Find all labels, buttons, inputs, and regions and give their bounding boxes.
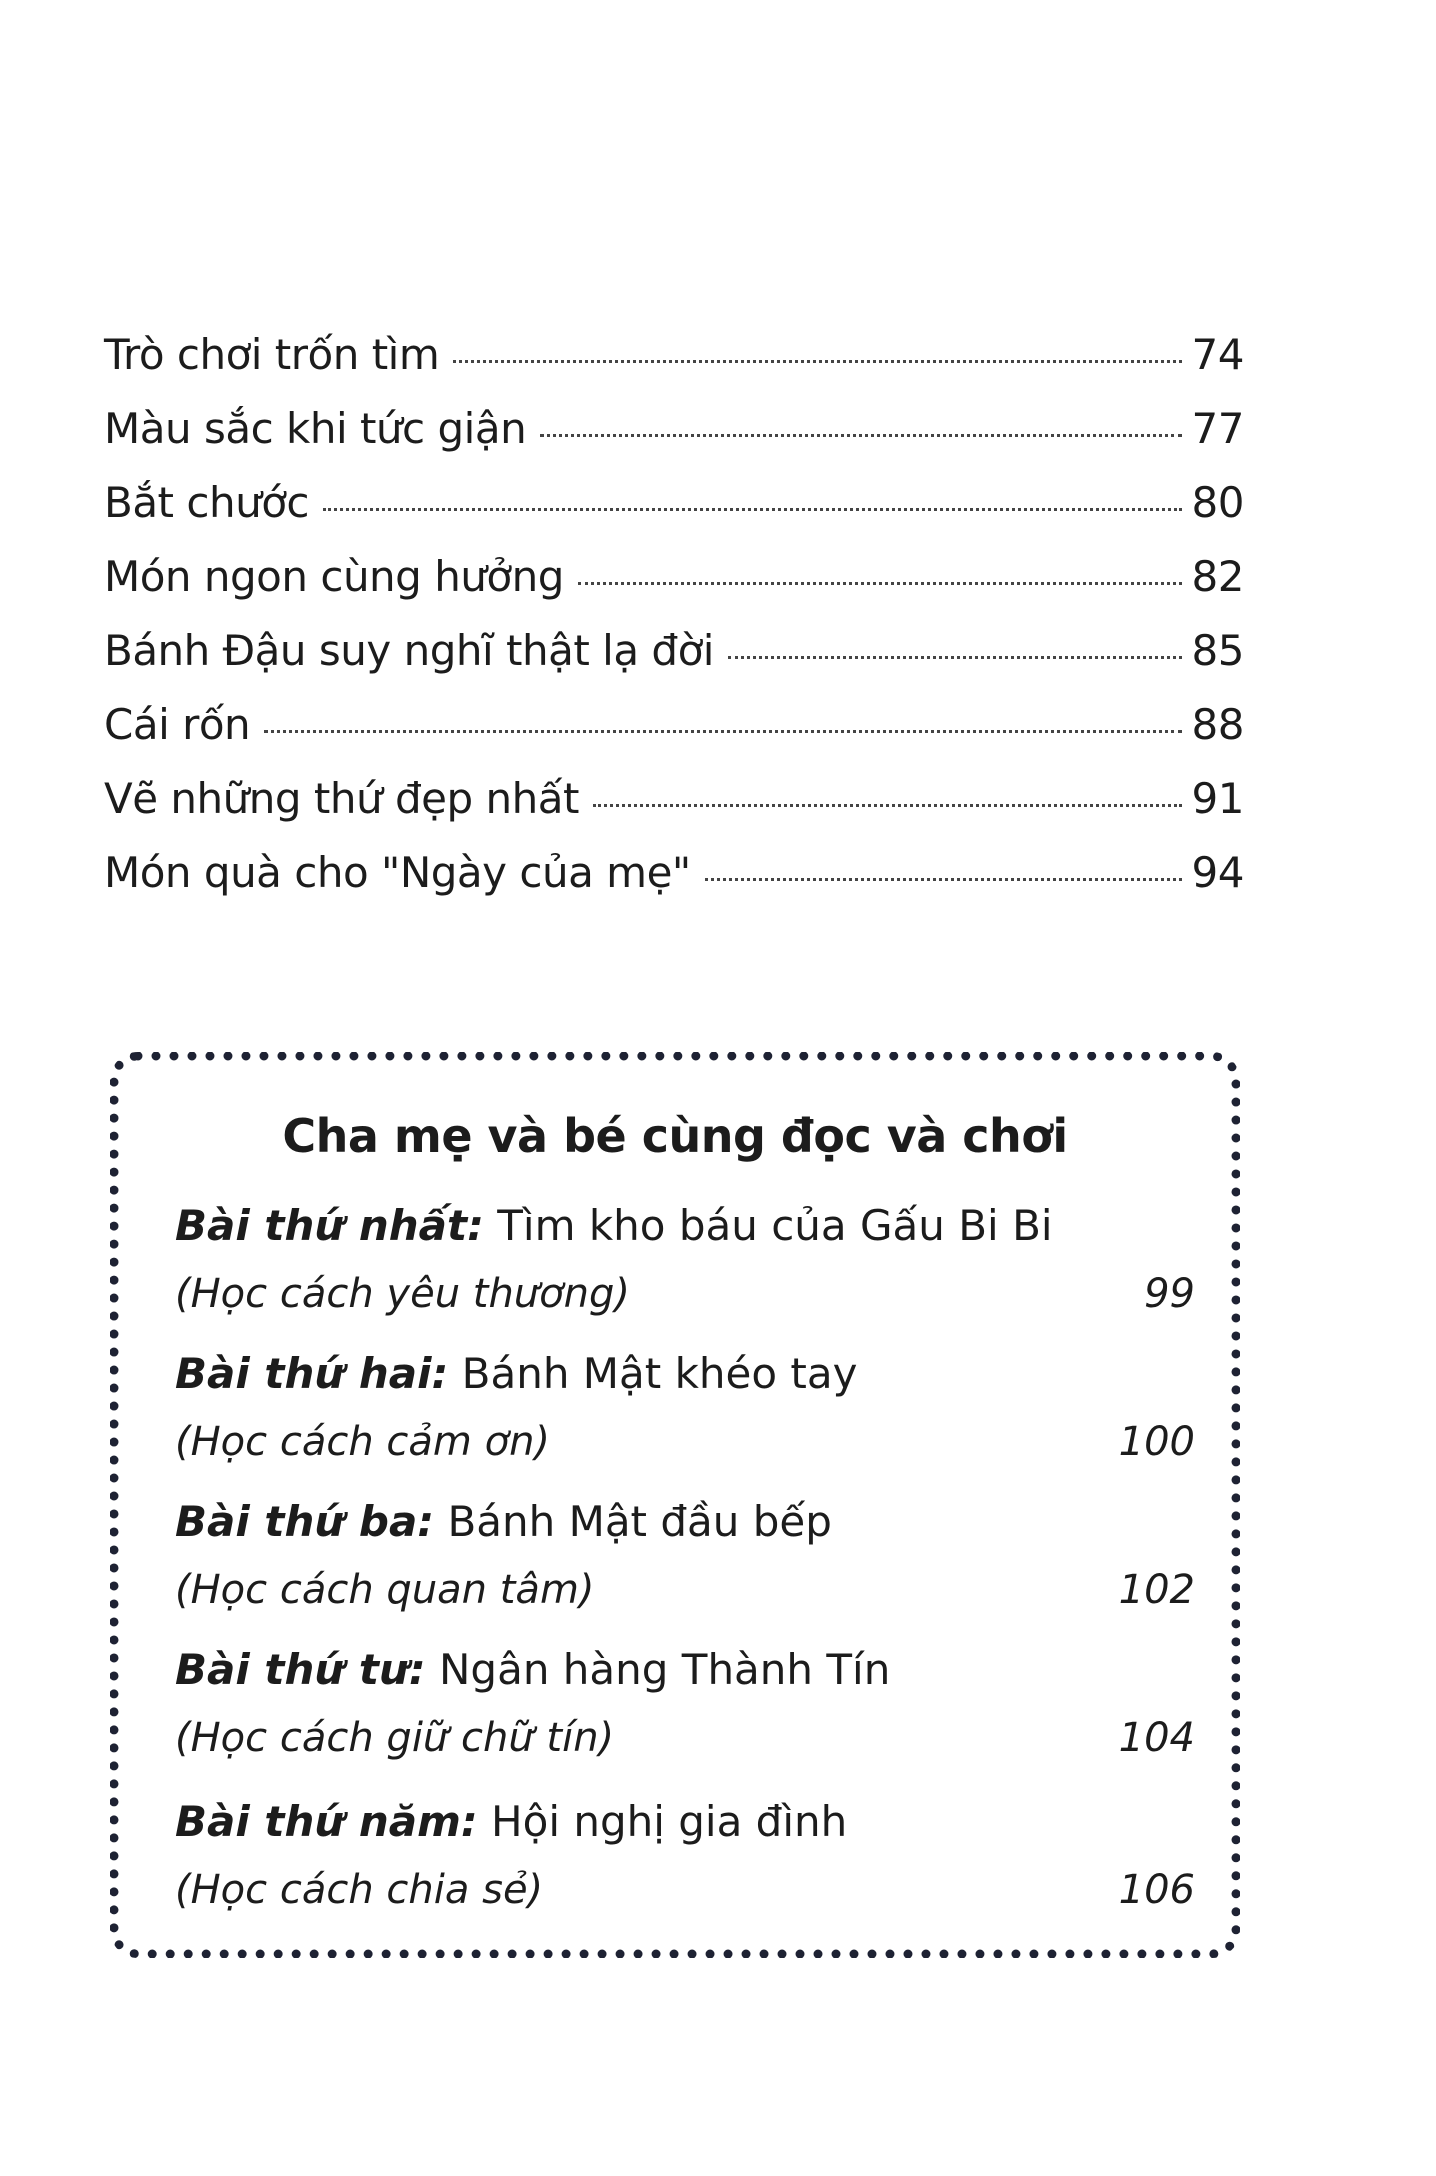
- lesson-label: Bài thứ nhất:: [175, 1201, 484, 1250]
- toc-entry-page: 85: [1191, 626, 1244, 675]
- lesson-title: Hội nghị gia đình: [491, 1797, 848, 1846]
- toc-entry-page: 77: [1191, 404, 1244, 453]
- dot-leader: [453, 360, 1181, 363]
- lesson-entry[interactable]: [175, 1497, 1195, 1613]
- toc-entry-title: Trò chơi trốn tìm: [104, 330, 440, 379]
- toc-entry-title: Màu sắc khi tức giận: [104, 404, 527, 453]
- toc-entry[interactable]: [104, 774, 1244, 848]
- toc-entry-page: 80: [1191, 478, 1244, 527]
- toc-entry-page: 74: [1191, 330, 1244, 379]
- lesson-label: Bài thứ tư:: [175, 1645, 426, 1694]
- dot-leader: [264, 730, 1181, 733]
- lesson-subtitle: (Học cách yêu thương): [175, 1271, 630, 1317]
- toc-entry-title: Bánh Đậu suy nghĩ thật lạ đời: [104, 626, 714, 675]
- lesson-subtitle: (Học cách chia sẻ): [175, 1867, 544, 1913]
- toc-entry-title: Bắt chước: [104, 478, 309, 527]
- dot-leader: [540, 434, 1181, 437]
- toc-entry[interactable]: [104, 478, 1244, 552]
- toc-entry-page: 91: [1191, 774, 1244, 823]
- toc-entry-title: Món ngon cùng hưởng: [104, 552, 564, 601]
- toc-entry[interactable]: [104, 848, 1244, 922]
- lesson-subtitle: (Học cách cảm ơn): [175, 1419, 551, 1465]
- toc-entry[interactable]: [104, 330, 1244, 404]
- lesson-title: Ngân hàng Thành Tín: [439, 1645, 891, 1694]
- toc-entry-title: Cái rốn: [104, 700, 251, 749]
- lesson-entry[interactable]: [175, 1645, 1195, 1761]
- dot-leader: [323, 508, 1182, 511]
- lesson-subtitle: (Học cách giữ chữ tín): [175, 1715, 615, 1761]
- toc-entry-page: 88: [1191, 700, 1244, 749]
- toc-entry-title: Món quà cho "Ngày của mẹ": [104, 848, 691, 897]
- lesson-title: Bánh Mật khéo tay: [461, 1349, 858, 1398]
- toc-entry[interactable]: [104, 552, 1244, 626]
- lesson-entry[interactable]: [175, 1201, 1195, 1317]
- toc-entry[interactable]: [104, 404, 1244, 478]
- dot-leader: [705, 878, 1182, 881]
- toc-entry[interactable]: [104, 700, 1244, 774]
- lesson-label: Bài thứ năm:: [175, 1797, 478, 1846]
- toc-entry-page: 94: [1191, 848, 1244, 897]
- lesson-label: Bài thứ ba:: [175, 1497, 435, 1546]
- lesson-page: 99: [1144, 1271, 1195, 1317]
- lesson-title: Tìm kho báu của Gấu Bi Bi: [497, 1201, 1053, 1250]
- lesson-page: 100: [1118, 1419, 1195, 1465]
- dot-leader: [593, 804, 1182, 807]
- toc-entry-title: Vẽ những thứ đẹp nhất: [104, 774, 579, 823]
- lesson-page: 104: [1118, 1715, 1195, 1761]
- activity-box-title: Cha mẹ và bé cùng đọc và chơi: [282, 1109, 1068, 1163]
- dot-leader: [578, 582, 1182, 585]
- lesson-subtitle: (Học cách quan tâm): [175, 1567, 595, 1613]
- lesson-page: 102: [1118, 1567, 1195, 1613]
- lesson-page: 106: [1118, 1867, 1195, 1913]
- lesson-title: Bánh Mật đầu bếp: [447, 1497, 832, 1546]
- toc-entry-page: 82: [1191, 552, 1244, 601]
- toc-entry[interactable]: [104, 626, 1244, 700]
- dot-leader: [728, 656, 1182, 659]
- lesson-entry[interactable]: [175, 1349, 1195, 1465]
- lesson-label: Bài thứ hai:: [175, 1349, 449, 1398]
- lesson-entry[interactable]: [175, 1797, 1195, 1913]
- table-of-contents: [104, 330, 1244, 922]
- activity-box: [110, 1052, 1240, 1958]
